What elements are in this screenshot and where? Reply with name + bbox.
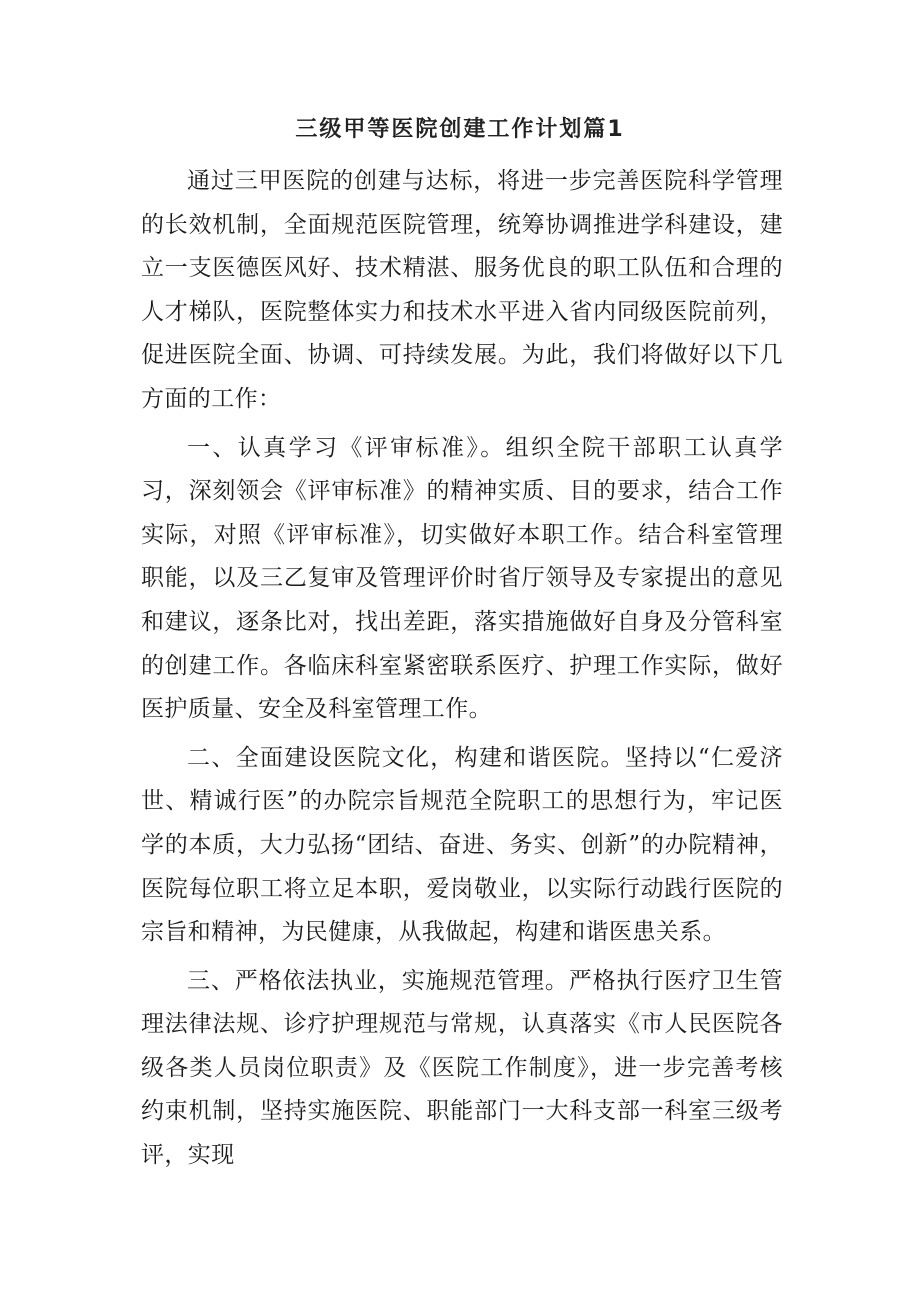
paragraph-intro: 通过三甲医院的创建与达标，将进一步完善医院科学管理的长效机制，全面规范医院管理，统筹协调推进学科建设，建立一支医德医风好、技术精湛、服务优良的职工队伍和合理的人才梯队，医院整体实力和技术水平进入省内同级医院前列，促进医院全面、协调、可持续发展。为此，我们将做好以下几方面的工作： (141, 168, 783, 412)
paragraph-section-3: 三、严格依法执业，实施规范管理。严格执行医疗卫生管理法律法规、诊疗护理规范与常规，认真落实《市人民医院各级各类人员岗位职责》及《医院工作制度》，进一步完善考核约束机制，坚持实施医院、职能部门一大科支部一科室三级考评，实现 (141, 967, 783, 1169)
paragraph-section-1: 一、认真学习《评审标准》。组织全院干部职工认真学习，深刻领会《评审标准》的精神实质、目的要求，结合工作实际，对照《评审标准》，切实做好本职工作。结合科室管理职能，以及三乙复审及管理评价时省厅领导及专家提出的意见和建议，逐条比对，找出差距，落实措施做好自身及分管科室的创建工作。各临床科室紧密联系医疗、护理工作实际，做好医护质量、安全及科室管理工作。 (141, 434, 783, 723)
document-body (141, 160, 783, 1178)
paragraph-section-2: 二、全面建设医院文化，构建和谐医院。坚持以“仁爱济世、精诚行医”的办院宗旨规范全院职工的思想行为，牢记医学的本质，大力弘扬“团结、奋进、务实、创新”的办院精神，医院每位职工将立足本职，爱岗敬业，以实际行动践行医院的宗旨和精神，为民健康，从我做起，构建和谐医患关系。 (141, 744, 783, 946)
document-title: 三级甲等医院创建工作计划篇1 (295, 117, 625, 142)
